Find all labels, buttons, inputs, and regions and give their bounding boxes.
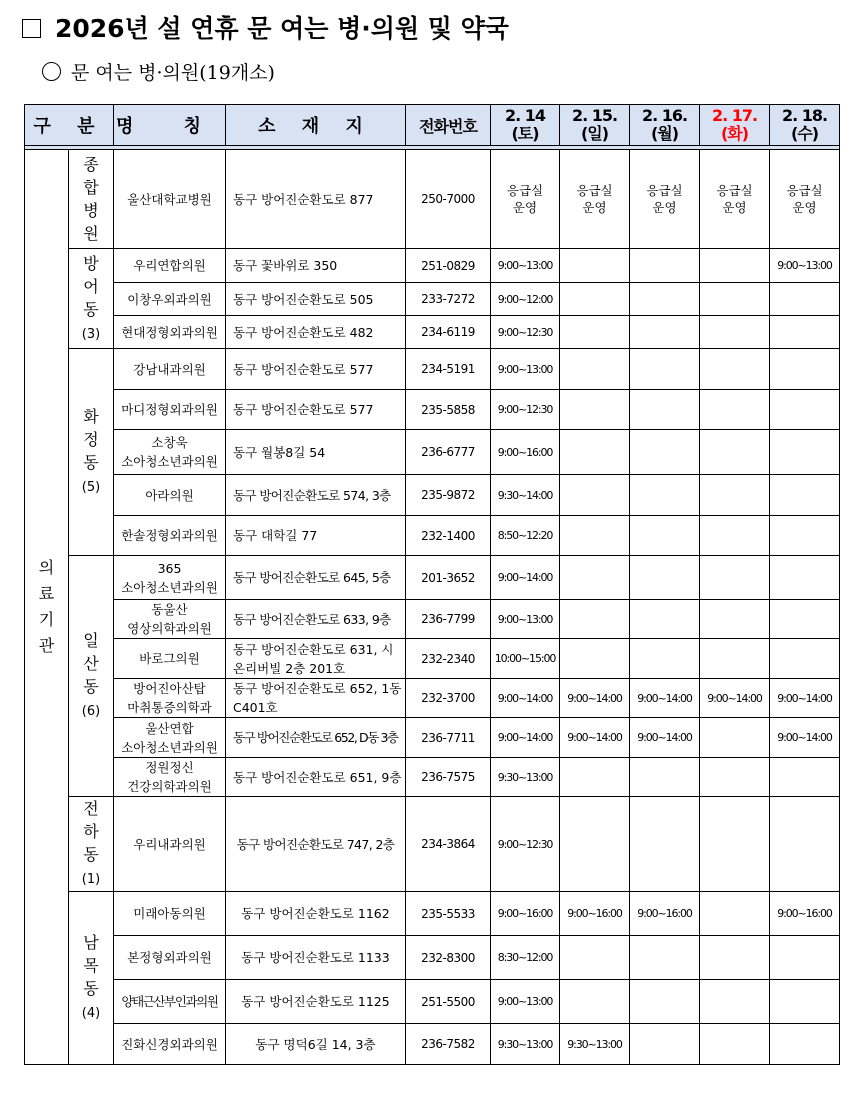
opening-hours: 9:30~13:00 bbox=[491, 758, 560, 797]
clinic-name: 강남내과의원 bbox=[114, 349, 226, 390]
opening-hours: 10:00~15:00 bbox=[491, 639, 560, 679]
opening-hours bbox=[560, 516, 630, 556]
opening-hours: 9:00~16:00 bbox=[770, 892, 840, 936]
checkbox-square-icon bbox=[22, 19, 41, 38]
table-body bbox=[25, 150, 840, 1065]
opening-hours bbox=[630, 980, 700, 1024]
opening-hours bbox=[770, 1024, 840, 1065]
header-date: 2. 18. (수) bbox=[770, 105, 840, 146]
opening-hours bbox=[560, 936, 630, 980]
table-row bbox=[25, 1024, 840, 1065]
clinic-name: 미래아동의원 bbox=[114, 892, 226, 936]
opening-hours: 응급실 운영 bbox=[491, 150, 560, 249]
opening-hours bbox=[770, 758, 840, 797]
clinic-address: 동구 방어진순환도로 631, 시온리버빌 2층 201호 bbox=[226, 639, 406, 679]
table-row bbox=[25, 600, 840, 639]
opening-hours: 9:00~16:00 bbox=[491, 892, 560, 936]
opening-hours bbox=[560, 797, 630, 892]
opening-hours bbox=[700, 797, 770, 892]
table-row bbox=[25, 556, 840, 600]
document-title bbox=[22, 8, 509, 46]
opening-hours bbox=[770, 283, 840, 316]
clinic-address: 동구 대학길 77 bbox=[226, 516, 406, 556]
opening-hours bbox=[630, 516, 700, 556]
opening-hours: 9:00~13:00 bbox=[491, 349, 560, 390]
header-address: 소 재 지 bbox=[226, 105, 406, 146]
opening-hours bbox=[700, 249, 770, 283]
header-category: 구 분 bbox=[25, 105, 114, 146]
table-row bbox=[25, 390, 840, 430]
clinic-address: 동구 방어진순환도로 577 bbox=[226, 390, 406, 430]
clinic-phone: 250-7000 bbox=[406, 150, 491, 249]
district-cell: 전 하 동 (1) bbox=[69, 797, 114, 892]
opening-hours bbox=[630, 349, 700, 390]
clinic-phone: 234-3864 bbox=[406, 797, 491, 892]
clinic-phone: 235-9872 bbox=[406, 475, 491, 516]
subtitle-text: 문 여는 병·의원(19개소) bbox=[71, 61, 275, 84]
opening-hours: 9:00~14:00 bbox=[491, 679, 560, 718]
opening-hours bbox=[560, 475, 630, 516]
header-date: 2. 14 (토) bbox=[491, 105, 560, 146]
opening-hours bbox=[700, 349, 770, 390]
table-row bbox=[25, 316, 840, 349]
clinic-address: 동구 명덕6길 14, 3층 bbox=[226, 1024, 406, 1065]
clinic-phone: 232-2340 bbox=[406, 639, 491, 679]
clinic-address: 동구 방어진순환도로 574, 3층 bbox=[226, 475, 406, 516]
clinic-address: 동구 방어진순환도로 1133 bbox=[226, 936, 406, 980]
opening-hours bbox=[630, 1024, 700, 1065]
clinic-phone: 234-6119 bbox=[406, 316, 491, 349]
clinic-name: 마디정형외과의원 bbox=[114, 390, 226, 430]
clinic-name: 동울산 영상의학과의원 bbox=[114, 600, 226, 639]
header-date: 2. 15. (일) bbox=[560, 105, 630, 146]
clinic-address: 동구 방어진순환도로 747, 2층 bbox=[226, 797, 406, 892]
clinic-name: 이창우외과의원 bbox=[114, 283, 226, 316]
header-name: 명 칭 bbox=[114, 105, 226, 146]
opening-hours bbox=[700, 430, 770, 475]
clinic-phone: 233-7272 bbox=[406, 283, 491, 316]
clinic-phone: 236-6777 bbox=[406, 430, 491, 475]
header-date: 2. 16. (월) bbox=[630, 105, 700, 146]
opening-hours bbox=[560, 430, 630, 475]
opening-hours: 9:00~13:00 bbox=[491, 600, 560, 639]
clinic-phone: 232-8300 bbox=[406, 936, 491, 980]
clinic-phone: 234-5191 bbox=[406, 349, 491, 390]
opening-hours bbox=[560, 639, 630, 679]
opening-hours: 응급실 운영 bbox=[560, 150, 630, 249]
opening-hours bbox=[700, 1024, 770, 1065]
opening-hours: 9:00~13:00 bbox=[491, 249, 560, 283]
clinic-name: 소창욱 소아청소년과의원 bbox=[114, 430, 226, 475]
district-cell: 방 어 동 (3) bbox=[69, 249, 114, 349]
opening-hours: 9:00~14:00 bbox=[560, 679, 630, 718]
clinic-address: 동구 방어진순환도로 645, 5층 bbox=[226, 556, 406, 600]
district-cell: 일 산 동 (6) bbox=[69, 556, 114, 797]
clinic-phone: 236-7575 bbox=[406, 758, 491, 797]
section-subtitle bbox=[42, 55, 275, 87]
clinic-address: 동구 방어진순환도로 877 bbox=[226, 150, 406, 249]
opening-hours: 9:00~16:00 bbox=[491, 430, 560, 475]
opening-hours bbox=[700, 316, 770, 349]
opening-hours bbox=[700, 639, 770, 679]
opening-hours bbox=[630, 758, 700, 797]
opening-hours: 9:00~16:00 bbox=[630, 892, 700, 936]
opening-hours bbox=[560, 390, 630, 430]
opening-hours bbox=[560, 556, 630, 600]
district-cell: 화 정 동 (5) bbox=[69, 349, 114, 556]
opening-hours: 9:30~13:00 bbox=[491, 1024, 560, 1065]
opening-hours bbox=[770, 390, 840, 430]
opening-hours bbox=[700, 516, 770, 556]
opening-hours bbox=[700, 283, 770, 316]
opening-hours: 응급실 운영 bbox=[770, 150, 840, 249]
opening-hours: 응급실 운영 bbox=[630, 150, 700, 249]
clinic-address: 동구 방어진순환도로 1162 bbox=[226, 892, 406, 936]
clinic-address: 동구 방어진순환도로 577 bbox=[226, 349, 406, 390]
opening-hours bbox=[560, 600, 630, 639]
opening-hours: 9:00~12:30 bbox=[491, 316, 560, 349]
opening-hours bbox=[770, 316, 840, 349]
clinic-phone: 251-0829 bbox=[406, 249, 491, 283]
opening-hours bbox=[630, 390, 700, 430]
opening-hours: 8:30~12:00 bbox=[491, 936, 560, 980]
opening-hours bbox=[630, 936, 700, 980]
table-row bbox=[25, 349, 840, 390]
opening-hours bbox=[770, 980, 840, 1024]
opening-hours: 9:00~14:00 bbox=[491, 718, 560, 758]
opening-hours bbox=[770, 600, 840, 639]
opening-hours bbox=[700, 980, 770, 1024]
table-row bbox=[25, 980, 840, 1024]
opening-hours: 9:00~16:00 bbox=[560, 892, 630, 936]
table-row bbox=[25, 718, 840, 758]
clinic-name: 한솔정형외과의원 bbox=[114, 516, 226, 556]
opening-hours bbox=[630, 249, 700, 283]
opening-hours: 9:00~14:00 bbox=[560, 718, 630, 758]
opening-hours bbox=[630, 639, 700, 679]
header-phone: 전화번호 bbox=[406, 105, 491, 146]
opening-hours: 9:00~14:00 bbox=[770, 718, 840, 758]
opening-hours bbox=[770, 430, 840, 475]
table-row bbox=[25, 249, 840, 283]
opening-hours bbox=[560, 349, 630, 390]
opening-hours: 9:00~13:00 bbox=[770, 249, 840, 283]
opening-hours: 9:30~14:00 bbox=[491, 475, 560, 516]
clinic-name: 365 소아청소년과의원 bbox=[114, 556, 226, 600]
opening-hours: 응급실 운영 bbox=[700, 150, 770, 249]
clinic-name: 방어진아산탑 마취통증의학과 bbox=[114, 679, 226, 718]
opening-hours bbox=[630, 797, 700, 892]
clinic-address: 동구 방어진순환도로 482 bbox=[226, 316, 406, 349]
clinic-address: 동구 월봉8길 54 bbox=[226, 430, 406, 475]
opening-hours: 9:00~12:30 bbox=[491, 797, 560, 892]
title-text: 2026년 설 연휴 문 여는 병·의원 및 약국 bbox=[55, 14, 509, 43]
opening-hours bbox=[630, 600, 700, 639]
clinic-name: 아라의원 bbox=[114, 475, 226, 516]
opening-hours: 9:00~13:00 bbox=[491, 980, 560, 1024]
clinic-name: 양태근산부인과의원 bbox=[114, 980, 226, 1024]
opening-hours bbox=[560, 283, 630, 316]
opening-hours bbox=[700, 758, 770, 797]
opening-hours: 9:00~14:00 bbox=[770, 679, 840, 718]
opening-hours: 9:00~14:00 bbox=[630, 718, 700, 758]
opening-hours bbox=[770, 639, 840, 679]
opening-hours bbox=[560, 980, 630, 1024]
clinic-phone: 251-5500 bbox=[406, 980, 491, 1024]
opening-hours bbox=[700, 600, 770, 639]
opening-hours bbox=[630, 316, 700, 349]
table-row bbox=[25, 679, 840, 718]
table-row bbox=[25, 936, 840, 980]
table-row bbox=[25, 516, 840, 556]
district-cell: 남 목 동 (4) bbox=[69, 892, 114, 1065]
opening-hours bbox=[770, 797, 840, 892]
opening-hours: 9:00~12:30 bbox=[491, 390, 560, 430]
opening-hours bbox=[630, 430, 700, 475]
opening-hours bbox=[700, 390, 770, 430]
clinic-name: 바로그의원 bbox=[114, 639, 226, 679]
opening-hours bbox=[770, 516, 840, 556]
opening-hours bbox=[700, 936, 770, 980]
table-row bbox=[25, 892, 840, 936]
table-row bbox=[25, 475, 840, 516]
opening-hours: 9:00~14:00 bbox=[630, 679, 700, 718]
clinic-name: 우리연합의원 bbox=[114, 249, 226, 283]
clinic-address: 동구 방어진순환도로 652, 1동 C401호 bbox=[226, 679, 406, 718]
district-cell: 종 합 병 원 bbox=[69, 150, 114, 249]
clinic-phone: 232-1400 bbox=[406, 516, 491, 556]
clinic-schedule-table bbox=[24, 104, 840, 1065]
clinic-name: 진화신경외과의원 bbox=[114, 1024, 226, 1065]
clinic-address: 동구 방어진순환도로 652, D동 3층 bbox=[226, 718, 406, 758]
opening-hours bbox=[630, 556, 700, 600]
opening-hours: 8:50~12:20 bbox=[491, 516, 560, 556]
opening-hours bbox=[770, 556, 840, 600]
header-date-holiday: 2. 17. (화) bbox=[700, 105, 770, 146]
table-row bbox=[25, 797, 840, 892]
opening-hours bbox=[560, 758, 630, 797]
opening-hours bbox=[560, 249, 630, 283]
opening-hours bbox=[630, 475, 700, 516]
table-row bbox=[25, 430, 840, 475]
clinic-name: 울산연합 소아청소년과의원 bbox=[114, 718, 226, 758]
clinic-phone: 236-7711 bbox=[406, 718, 491, 758]
clinic-name: 현대정형외과의원 bbox=[114, 316, 226, 349]
clinic-name: 본정형외과의원 bbox=[114, 936, 226, 980]
opening-hours: 9:00~14:00 bbox=[700, 679, 770, 718]
opening-hours bbox=[770, 349, 840, 390]
clinic-phone: 235-5533 bbox=[406, 892, 491, 936]
table-row bbox=[25, 150, 840, 249]
circle-bullet-icon bbox=[42, 62, 61, 81]
main-category-cell: 의 료 기 관 bbox=[25, 150, 69, 1065]
clinic-phone: 201-3652 bbox=[406, 556, 491, 600]
opening-hours bbox=[700, 718, 770, 758]
opening-hours bbox=[630, 283, 700, 316]
clinic-phone: 236-7799 bbox=[406, 600, 491, 639]
table-row bbox=[25, 639, 840, 679]
opening-hours bbox=[560, 316, 630, 349]
opening-hours bbox=[700, 556, 770, 600]
opening-hours bbox=[770, 475, 840, 516]
opening-hours bbox=[700, 892, 770, 936]
clinic-phone: 232-3700 bbox=[406, 679, 491, 718]
clinic-phone: 236-7582 bbox=[406, 1024, 491, 1065]
opening-hours: 9:00~12:00 bbox=[491, 283, 560, 316]
clinic-name: 울산대학교병원 bbox=[114, 150, 226, 249]
opening-hours: 9:30~13:00 bbox=[560, 1024, 630, 1065]
clinic-address: 동구 방어진순환도로 505 bbox=[226, 283, 406, 316]
clinic-name: 정원정신 건강의학과의원 bbox=[114, 758, 226, 797]
opening-hours bbox=[770, 936, 840, 980]
table-row bbox=[25, 758, 840, 797]
opening-hours: 9:00~14:00 bbox=[491, 556, 560, 600]
table-row bbox=[25, 283, 840, 316]
clinic-phone: 235-5858 bbox=[406, 390, 491, 430]
clinic-address: 동구 방어진순환도로 1125 bbox=[226, 980, 406, 1024]
clinic-address: 동구 방어진순환도로 651, 9층 bbox=[226, 758, 406, 797]
clinic-name: 우리내과의원 bbox=[114, 797, 226, 892]
clinic-address: 동구 방어진순환도로 633, 9층 bbox=[226, 600, 406, 639]
opening-hours bbox=[700, 475, 770, 516]
clinic-address: 동구 꽃바위로 350 bbox=[226, 249, 406, 283]
